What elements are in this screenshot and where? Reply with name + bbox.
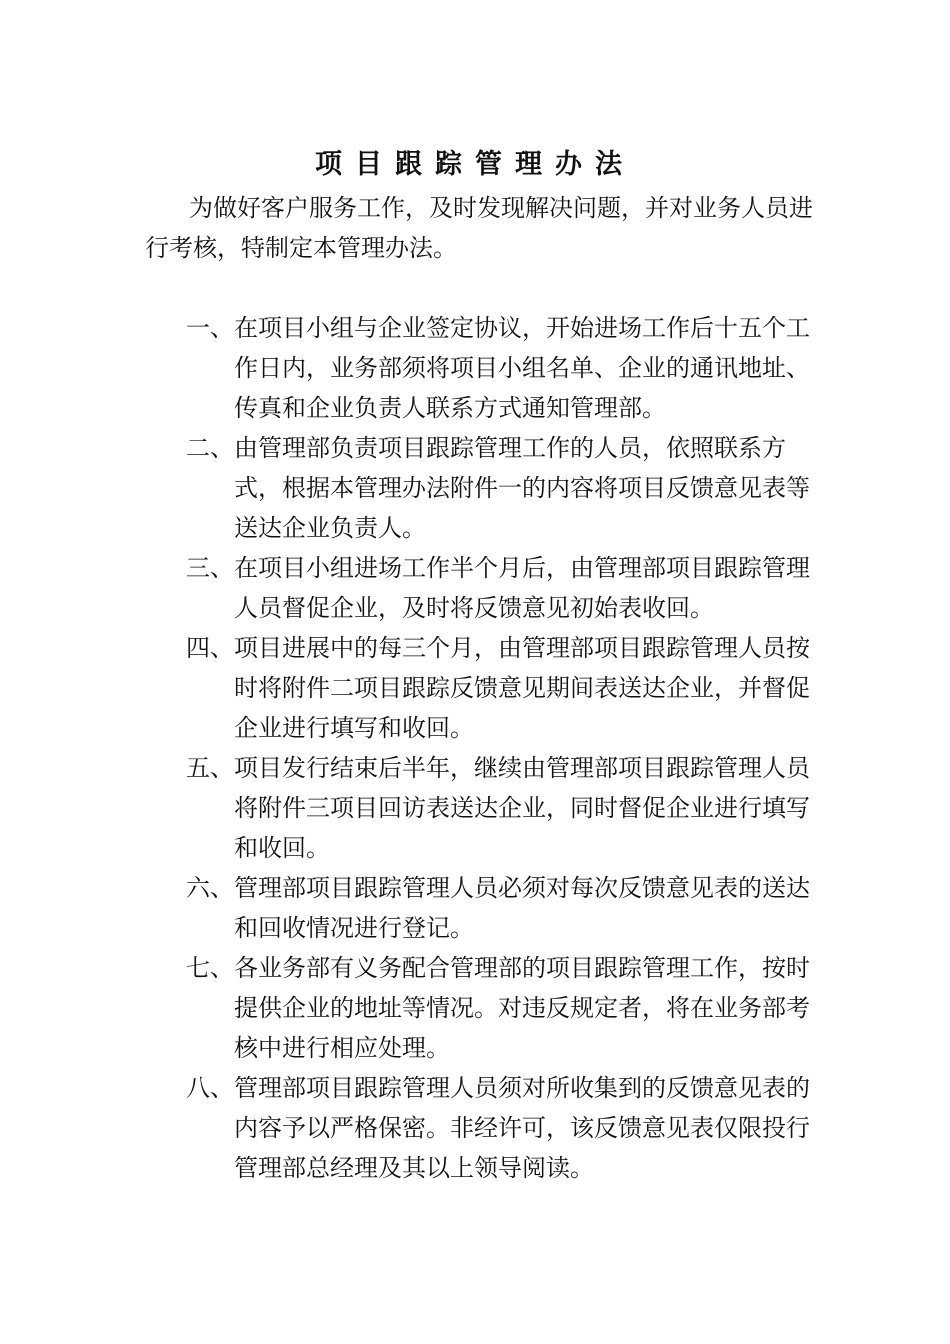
item-number: 五、 xyxy=(186,754,234,782)
document-title: 项目跟踪管理办法 xyxy=(315,149,635,180)
list-item xyxy=(186,428,826,548)
item-number: 一、 xyxy=(186,314,234,342)
item-text: 各业务部有义务配合管理部的项目跟踪管理工作，按时提供企业的地址等情况。对违反规定者，将在业务部考核中进行相应处理。 xyxy=(234,954,810,1062)
item-text: 由管理部负责项目跟踪管理工作的人员，依照联系方式，根据本管理办法附件一的内容将项目反馈意见表等送达企业负责人。 xyxy=(234,434,810,542)
item-text: 在项目小组与企业签定协议，开始进场工作后十五个工作日内，业务部须将项目小组名单、企业的通讯地址、传真和企业负责人联系方式通知管理部。 xyxy=(234,314,810,422)
item-number: 六、 xyxy=(186,874,234,902)
item-number: 三、 xyxy=(186,554,234,582)
list-item xyxy=(186,868,826,948)
rules-list xyxy=(186,308,826,1188)
item-text: 项目发行结束后半年，继续由管理部项目跟踪管理人员将附件三项目回访表送达企业，同时督促企业进行填写和收回。 xyxy=(234,754,810,862)
item-number: 八、 xyxy=(186,1074,234,1102)
item-number: 七、 xyxy=(186,954,234,982)
item-number: 二、 xyxy=(186,434,234,462)
list-item xyxy=(186,948,826,1068)
list-item xyxy=(186,748,826,868)
list-item xyxy=(186,1068,826,1188)
list-item xyxy=(186,628,826,748)
list-item xyxy=(186,308,826,428)
item-text: 管理部项目跟踪管理人员必须对每次反馈意见表的送达和回收情况进行登记。 xyxy=(234,874,810,942)
item-text: 项目进展中的每三个月，由管理部项目跟踪管理人员按时将附件二项目跟踪反馈意见期间表送达企业，并督促企业进行填写和收回。 xyxy=(234,634,810,742)
list-item xyxy=(186,548,826,628)
item-number: 四、 xyxy=(186,634,234,662)
item-text: 管理部项目跟踪管理人员须对所收集到的反馈意见表的内容予以严格保密。非经许可，该反馈意见表仅限投行管理部总经理及其以上领导阅读。 xyxy=(234,1074,810,1182)
intro-paragraph: 为做好客户服务工作，及时发现解决问题，并对业务人员进行考核，特制定本管理办法。 xyxy=(145,194,813,262)
item-text: 在项目小组进场工作半个月后，由管理部项目跟踪管理人员督促企业，及时将反馈意见初始表收回。 xyxy=(234,554,810,622)
